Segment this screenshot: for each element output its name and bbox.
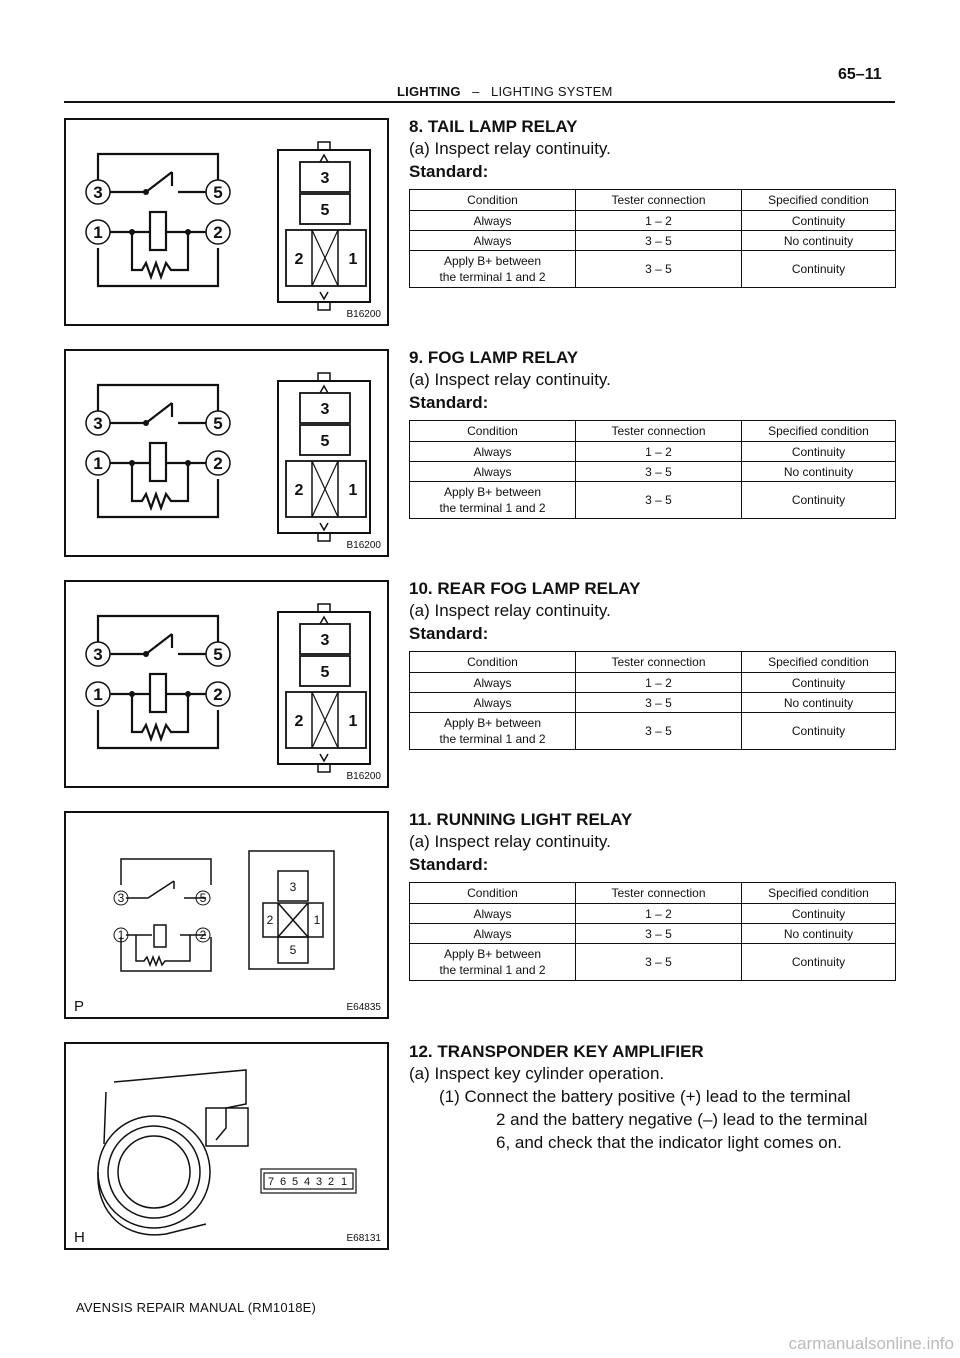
junction <box>185 460 191 466</box>
table-cell: Continuity <box>742 904 896 924</box>
table-cell: No continuity <box>742 462 896 482</box>
arrow-top <box>320 617 328 624</box>
conn-pin-1: 1 <box>313 913 321 927</box>
spec-table <box>409 651 896 750</box>
table-cell: Always <box>410 211 576 231</box>
connector-pin-3: 3 <box>320 401 330 418</box>
figure-running-light-relay <box>64 811 389 1019</box>
figure-tail-lamp-relay <box>64 118 389 326</box>
section-title: 11. RUNNING LIGHT RELAY <box>409 810 633 829</box>
table-row <box>410 462 896 482</box>
relay-coil <box>150 674 166 712</box>
switch-contact <box>146 403 172 423</box>
table-cell: Always <box>410 231 576 251</box>
section-step: (a) Inspect key cylinder operation. <box>409 1064 665 1083</box>
switch-contact <box>146 172 172 192</box>
table-header-cell: Condition <box>410 883 576 904</box>
header-separator: – <box>472 84 480 99</box>
standard-label: Standard: <box>409 393 489 412</box>
connector-pin-1: 1 <box>348 482 358 499</box>
terminal-label-5: 5 <box>213 645 223 664</box>
figure-letter: H <box>74 1229 85 1246</box>
terminal-label-1: 1 <box>93 454 103 473</box>
junction <box>143 420 149 426</box>
wire-top <box>98 385 218 411</box>
arrow-top <box>320 386 328 393</box>
table-header-cell: Tester connection <box>576 652 742 673</box>
conn-pin-5: 5 <box>289 943 297 957</box>
table-header-cell: Tester connection <box>576 421 742 442</box>
page-number: 65–11 <box>838 66 882 83</box>
svg-text:6: 6 <box>279 1176 287 1188</box>
figure-transponder-key-amplifier <box>64 1042 389 1250</box>
table-header-row <box>410 883 896 904</box>
table-cell: Continuity <box>742 442 896 462</box>
figure-letter: P <box>74 998 85 1015</box>
section-title: 9. FOG LAMP RELAY <box>409 348 579 367</box>
resistor <box>132 463 188 508</box>
connector-latch-bottom <box>318 533 330 541</box>
table-cell: Apply B+ between the terminal 1 and 2 <box>410 482 576 519</box>
table-cell: 3 – 5 <box>576 482 742 519</box>
junction <box>185 229 191 235</box>
table-row <box>410 442 896 462</box>
table-header-cell: Condition <box>410 421 576 442</box>
table-row <box>410 251 896 288</box>
spec-table <box>409 882 896 981</box>
table-row <box>410 944 896 981</box>
connector-pin-1: 1 <box>348 251 358 268</box>
junction <box>129 460 135 466</box>
spec-table <box>409 420 896 519</box>
terminal-label-2: 2 <box>213 454 223 473</box>
connector-latch-bottom <box>318 764 330 772</box>
table-cell: Always <box>410 924 576 944</box>
substep-line-1: (1) Connect the battery positive (+) lead to the terminal <box>439 1087 851 1106</box>
wire-top <box>98 154 218 180</box>
table-row <box>410 231 896 251</box>
svg-text:3: 3 <box>315 1176 323 1188</box>
conn-pin-3: 3 <box>289 880 297 894</box>
section-title: 12. TRANSPONDER KEY AMPLIFIER <box>409 1042 704 1061</box>
connector-pin-1: 1 <box>348 713 358 730</box>
table-cell: No continuity <box>742 231 896 251</box>
connector-pin-5: 5 <box>320 664 330 681</box>
connector-latch-top <box>318 142 330 150</box>
table-row <box>410 924 896 944</box>
table-cell: 3 – 5 <box>576 251 742 288</box>
figure-code: E64835 <box>346 1002 381 1013</box>
connector-pin-3: 3 <box>320 170 330 187</box>
connector-pin-2: 2 <box>294 251 304 268</box>
table-header-cell: Specified condition <box>742 190 896 211</box>
table-header-cell: Condition <box>410 190 576 211</box>
table-cell: Continuity <box>742 482 896 519</box>
section-step: (a) Inspect relay continuity. <box>409 601 611 620</box>
arrow-bottom <box>320 292 328 299</box>
junction <box>129 229 135 235</box>
terminal-label-5: 5 <box>213 414 223 433</box>
table-cell: 3 – 5 <box>576 713 742 750</box>
table-cell: 3 – 5 <box>576 944 742 981</box>
section-step: (a) Inspect relay continuity. <box>409 139 611 158</box>
table-cell: Continuity <box>742 251 896 288</box>
svg-text:1: 1 <box>340 1176 348 1188</box>
relay-diagram <box>66 120 391 328</box>
footer-manual-id: AVENSIS REPAIR MANUAL (RM1018E) <box>76 1300 317 1315</box>
spec-table <box>409 189 896 288</box>
conn-pin-2: 2 <box>266 913 274 927</box>
standard-label: Standard: <box>409 162 489 181</box>
figure-code: B16200 <box>346 309 381 320</box>
arrow-bottom <box>320 523 328 530</box>
table-cell: 1 – 2 <box>576 904 742 924</box>
relay-coil <box>150 212 166 250</box>
table-cell: Always <box>410 442 576 462</box>
section-step: (a) Inspect relay continuity. <box>409 832 611 851</box>
svg-text:4: 4 <box>303 1176 311 1188</box>
table-header-cell: Specified condition <box>742 883 896 904</box>
small-relay-diagram <box>66 813 391 1021</box>
table-header-cell: Specified condition <box>742 652 896 673</box>
header-rule <box>64 101 895 103</box>
header-section: LIGHTING <box>397 84 461 99</box>
table-cell: 3 – 5 <box>576 231 742 251</box>
substep-line-2: 2 and the battery negative (–) lead to the terminal <box>496 1110 868 1129</box>
junction <box>185 691 191 697</box>
section-rear-fog-lamp-relay <box>409 578 899 750</box>
terminal-label-2: 2 <box>213 223 223 242</box>
svg-text:7: 7 <box>267 1176 275 1188</box>
table-cell: 1 – 2 <box>576 211 742 231</box>
table-header-cell: Condition <box>410 652 576 673</box>
table-header-row <box>410 421 896 442</box>
connector-pin-2: 2 <box>294 713 304 730</box>
wire-top <box>98 616 218 642</box>
terminal-label-1: 1 <box>93 223 103 242</box>
header-subsection: LIGHTING SYSTEM <box>491 84 613 99</box>
pin-label-5: 5 <box>199 891 207 905</box>
section-fog-lamp-relay <box>409 347 899 519</box>
table-cell: 3 – 5 <box>576 924 742 944</box>
table-header-cell: Tester connection <box>576 190 742 211</box>
running-header <box>397 84 613 99</box>
connector-latch-top <box>318 604 330 612</box>
terminal-label-3: 3 <box>93 183 103 202</box>
standard-label: Standard: <box>409 624 489 643</box>
section-tail-lamp-relay <box>409 116 899 288</box>
table-row <box>410 904 896 924</box>
figure-code: B16200 <box>346 771 381 782</box>
table-cell: 1 – 2 <box>576 442 742 462</box>
table-cell: Always <box>410 693 576 713</box>
figure-code: E68131 <box>346 1233 381 1244</box>
watermark: carmanualsonline.info <box>788 1334 954 1353</box>
relay-diagram <box>66 582 391 790</box>
table-cell: Always <box>410 673 576 693</box>
standard-label: Standard: <box>409 855 489 874</box>
table-cell: Continuity <box>742 211 896 231</box>
table-cell: Continuity <box>742 944 896 981</box>
table-cell: Always <box>410 462 576 482</box>
section-step: (a) Inspect relay continuity. <box>409 370 611 389</box>
table-header-cell: Tester connection <box>576 883 742 904</box>
svg-text:2: 2 <box>327 1176 335 1188</box>
pin-label-1: 1 <box>117 928 125 942</box>
section-title: 8. TAIL LAMP RELAY <box>409 117 578 136</box>
connector-latch-bottom <box>318 302 330 310</box>
table-cell: Apply B+ between the terminal 1 and 2 <box>410 251 576 288</box>
arrow-top <box>320 155 328 162</box>
switch-contact <box>146 634 172 654</box>
connector-pin-5: 5 <box>320 433 330 450</box>
resistor <box>132 694 188 739</box>
arrow-bottom <box>320 754 328 761</box>
relay-diagram <box>66 351 391 559</box>
resistor <box>132 232 188 277</box>
table-row <box>410 713 896 750</box>
table-cell: Apply B+ between the terminal 1 and 2 <box>410 713 576 750</box>
figure-rear-fog-lamp-relay <box>64 580 389 788</box>
table-row <box>410 673 896 693</box>
connector-pin-3: 3 <box>320 632 330 649</box>
terminal-label-3: 3 <box>93 414 103 433</box>
table-cell: 3 – 5 <box>576 462 742 482</box>
connector-pin-5: 5 <box>320 202 330 219</box>
figure-fog-lamp-relay <box>64 349 389 557</box>
table-row <box>410 211 896 231</box>
junction <box>143 189 149 195</box>
section-title: 10. REAR FOG LAMP RELAY <box>409 579 641 598</box>
table-header-row <box>410 190 896 211</box>
table-cell: Continuity <box>742 673 896 693</box>
table-cell: No continuity <box>742 924 896 944</box>
pin-label-2: 2 <box>199 928 207 942</box>
junction <box>129 691 135 697</box>
table-row <box>410 693 896 713</box>
svg-text:5: 5 <box>291 1176 299 1188</box>
section-transponder-key-amplifier <box>409 1041 899 1154</box>
table-cell: 3 – 5 <box>576 693 742 713</box>
junction <box>143 651 149 657</box>
table-cell: Apply B+ between the terminal 1 and 2 <box>410 944 576 981</box>
connector-latch-top <box>318 373 330 381</box>
table-cell: 1 – 2 <box>576 673 742 693</box>
table-cell: Continuity <box>742 713 896 750</box>
table-row <box>410 482 896 519</box>
relay-coil <box>150 443 166 481</box>
connector-pin-2: 2 <box>294 482 304 499</box>
substep-line-3: 6, and check that the indicator light comes on. <box>496 1133 842 1152</box>
table-cell: Always <box>410 904 576 924</box>
transponder-diagram <box>66 1044 391 1252</box>
table-cell: No continuity <box>742 693 896 713</box>
table-header-cell: Specified condition <box>742 421 896 442</box>
terminal-label-5: 5 <box>213 183 223 202</box>
section-running-light-relay <box>409 809 899 981</box>
table-header-row <box>410 652 896 673</box>
terminal-label-2: 2 <box>213 685 223 704</box>
pin-label-3: 3 <box>117 891 125 905</box>
terminal-label-3: 3 <box>93 645 103 664</box>
connector-pins <box>268 1176 347 1188</box>
terminal-label-1: 1 <box>93 685 103 704</box>
figure-code: B16200 <box>346 540 381 551</box>
